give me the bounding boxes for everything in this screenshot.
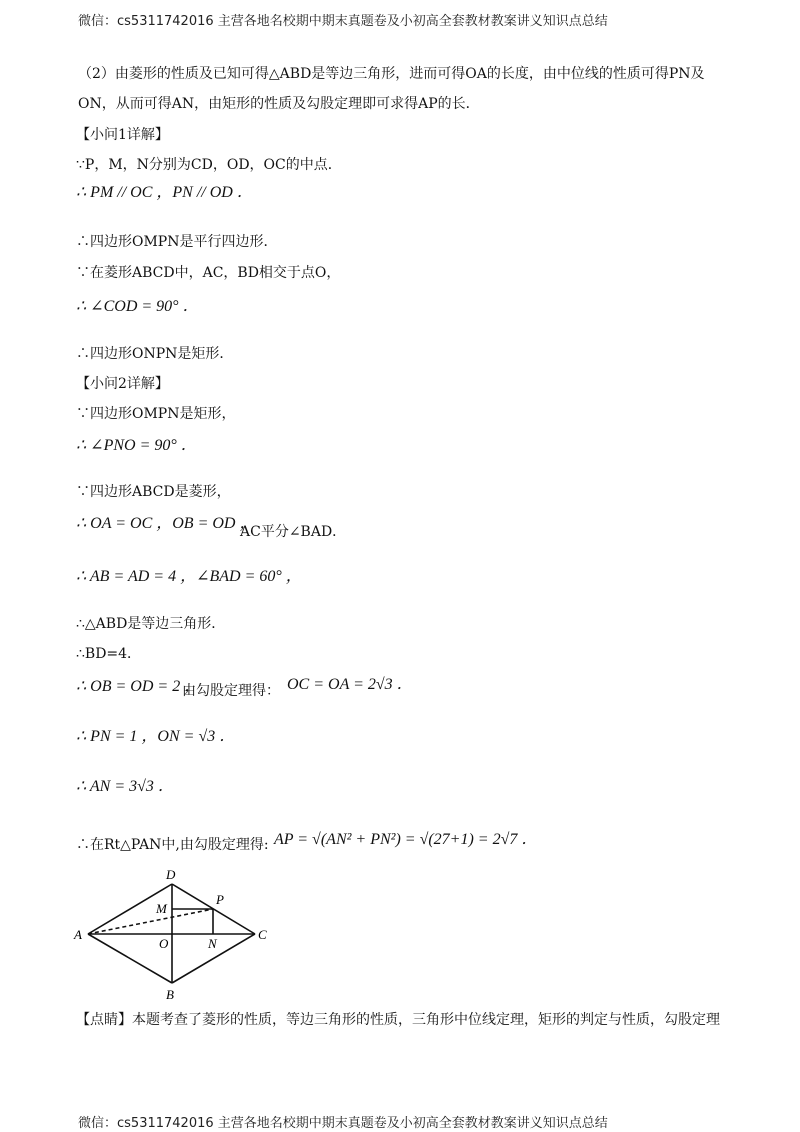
angle-cod-statement: ∴ ∠COD = 90° ． <box>76 298 199 315</box>
dashed-segment-ap <box>88 909 213 934</box>
rectangle-given: ∵四边形OMPN是矩形， <box>76 406 236 422</box>
parallelogram-conclusion: ∴四边形OMPN是平行四边形． <box>76 234 278 250</box>
label-o: O <box>159 936 169 951</box>
rhombus-given: ∵在菱形ABCD中，AC，BD相交于点O， <box>76 265 341 281</box>
section-heading-1: 【小问1详解】 <box>76 127 169 143</box>
page-footer: 微信：cs5311742016 主营各地名校期中期末真题卷及小初高全套教材教案讲义知识点总结 <box>78 1116 608 1131</box>
label-d: D <box>166 868 176 882</box>
rt-triangle-intro: ∴在Rt△PAN中,由勾股定理得: <box>76 837 269 853</box>
rhombus-figure <box>70 868 290 1007</box>
an-value: ∴ AN = 3√3 ． <box>76 778 174 795</box>
label-m: M <box>156 901 167 916</box>
label-n: N <box>208 936 217 951</box>
bisector-statement: AC平分∠BAD． <box>240 524 347 540</box>
analysis-line-1: （2）由菱形的性质及已知可得△ABD是等边三角形，进而可得OA的长度，由中位线的性质可得PN及 <box>78 66 705 82</box>
section-heading-2: 【小问2详解】 <box>76 376 169 392</box>
rhombus-diagram <box>70 868 290 1003</box>
pn-on-values: ∴ PN = 1 ，ON = √3 ． <box>76 728 236 745</box>
oc-oa-values: OC = OA = 2√3 ． <box>287 676 413 693</box>
label-p: P <box>216 892 224 907</box>
ob-od-values: ∴ OB = OD = 2 ， <box>76 678 201 695</box>
ap-result: AP = √(AN² + PN²) = √(27+1) = 2√7 ． <box>274 831 538 848</box>
rhombus-statement: ∵四边形ABCD是菱形， <box>76 484 231 500</box>
parallel-statement: ∴ PM // OC ，PN // OD ． <box>76 184 253 201</box>
pythagoras-label: 由勾股定理得： <box>182 683 280 699</box>
label-a: A <box>74 927 82 942</box>
rectangle-conclusion: ∴四边形ONPN是矩形． <box>76 346 234 362</box>
angle-pno-statement: ∴ ∠PNO = 90° ． <box>76 437 197 454</box>
summary-note: 【点睛】本题考查了菱形的性质，等边三角形的性质，三角形中位线定理，矩形的判定与性质，勾股定理 <box>76 1012 720 1028</box>
diagonal-equalities: ∴ OA = OC ，OB = OD ， <box>76 515 256 532</box>
label-b: B <box>166 987 174 1002</box>
bd-value: ∴BD=4． <box>76 646 142 662</box>
given-midpoints: ∵P，M，N分别为CD，OD，OC的中点． <box>76 157 342 173</box>
analysis-line-2: ON，从而可得AN，由矩形的性质及勾股定理即可求得AP的长． <box>78 96 480 112</box>
equilateral-conclusion: ∴△ABD是等边三角形． <box>76 616 226 632</box>
side-and-angle-values: ∴ AB = AD = 4 ，∠BAD = 60° ， <box>76 568 302 585</box>
page-header: 微信：cs5311742016 主营各地名校期中期末真题卷及小初高全套教材教案讲义知识点总结 <box>78 14 608 29</box>
label-c: C <box>258 927 267 942</box>
